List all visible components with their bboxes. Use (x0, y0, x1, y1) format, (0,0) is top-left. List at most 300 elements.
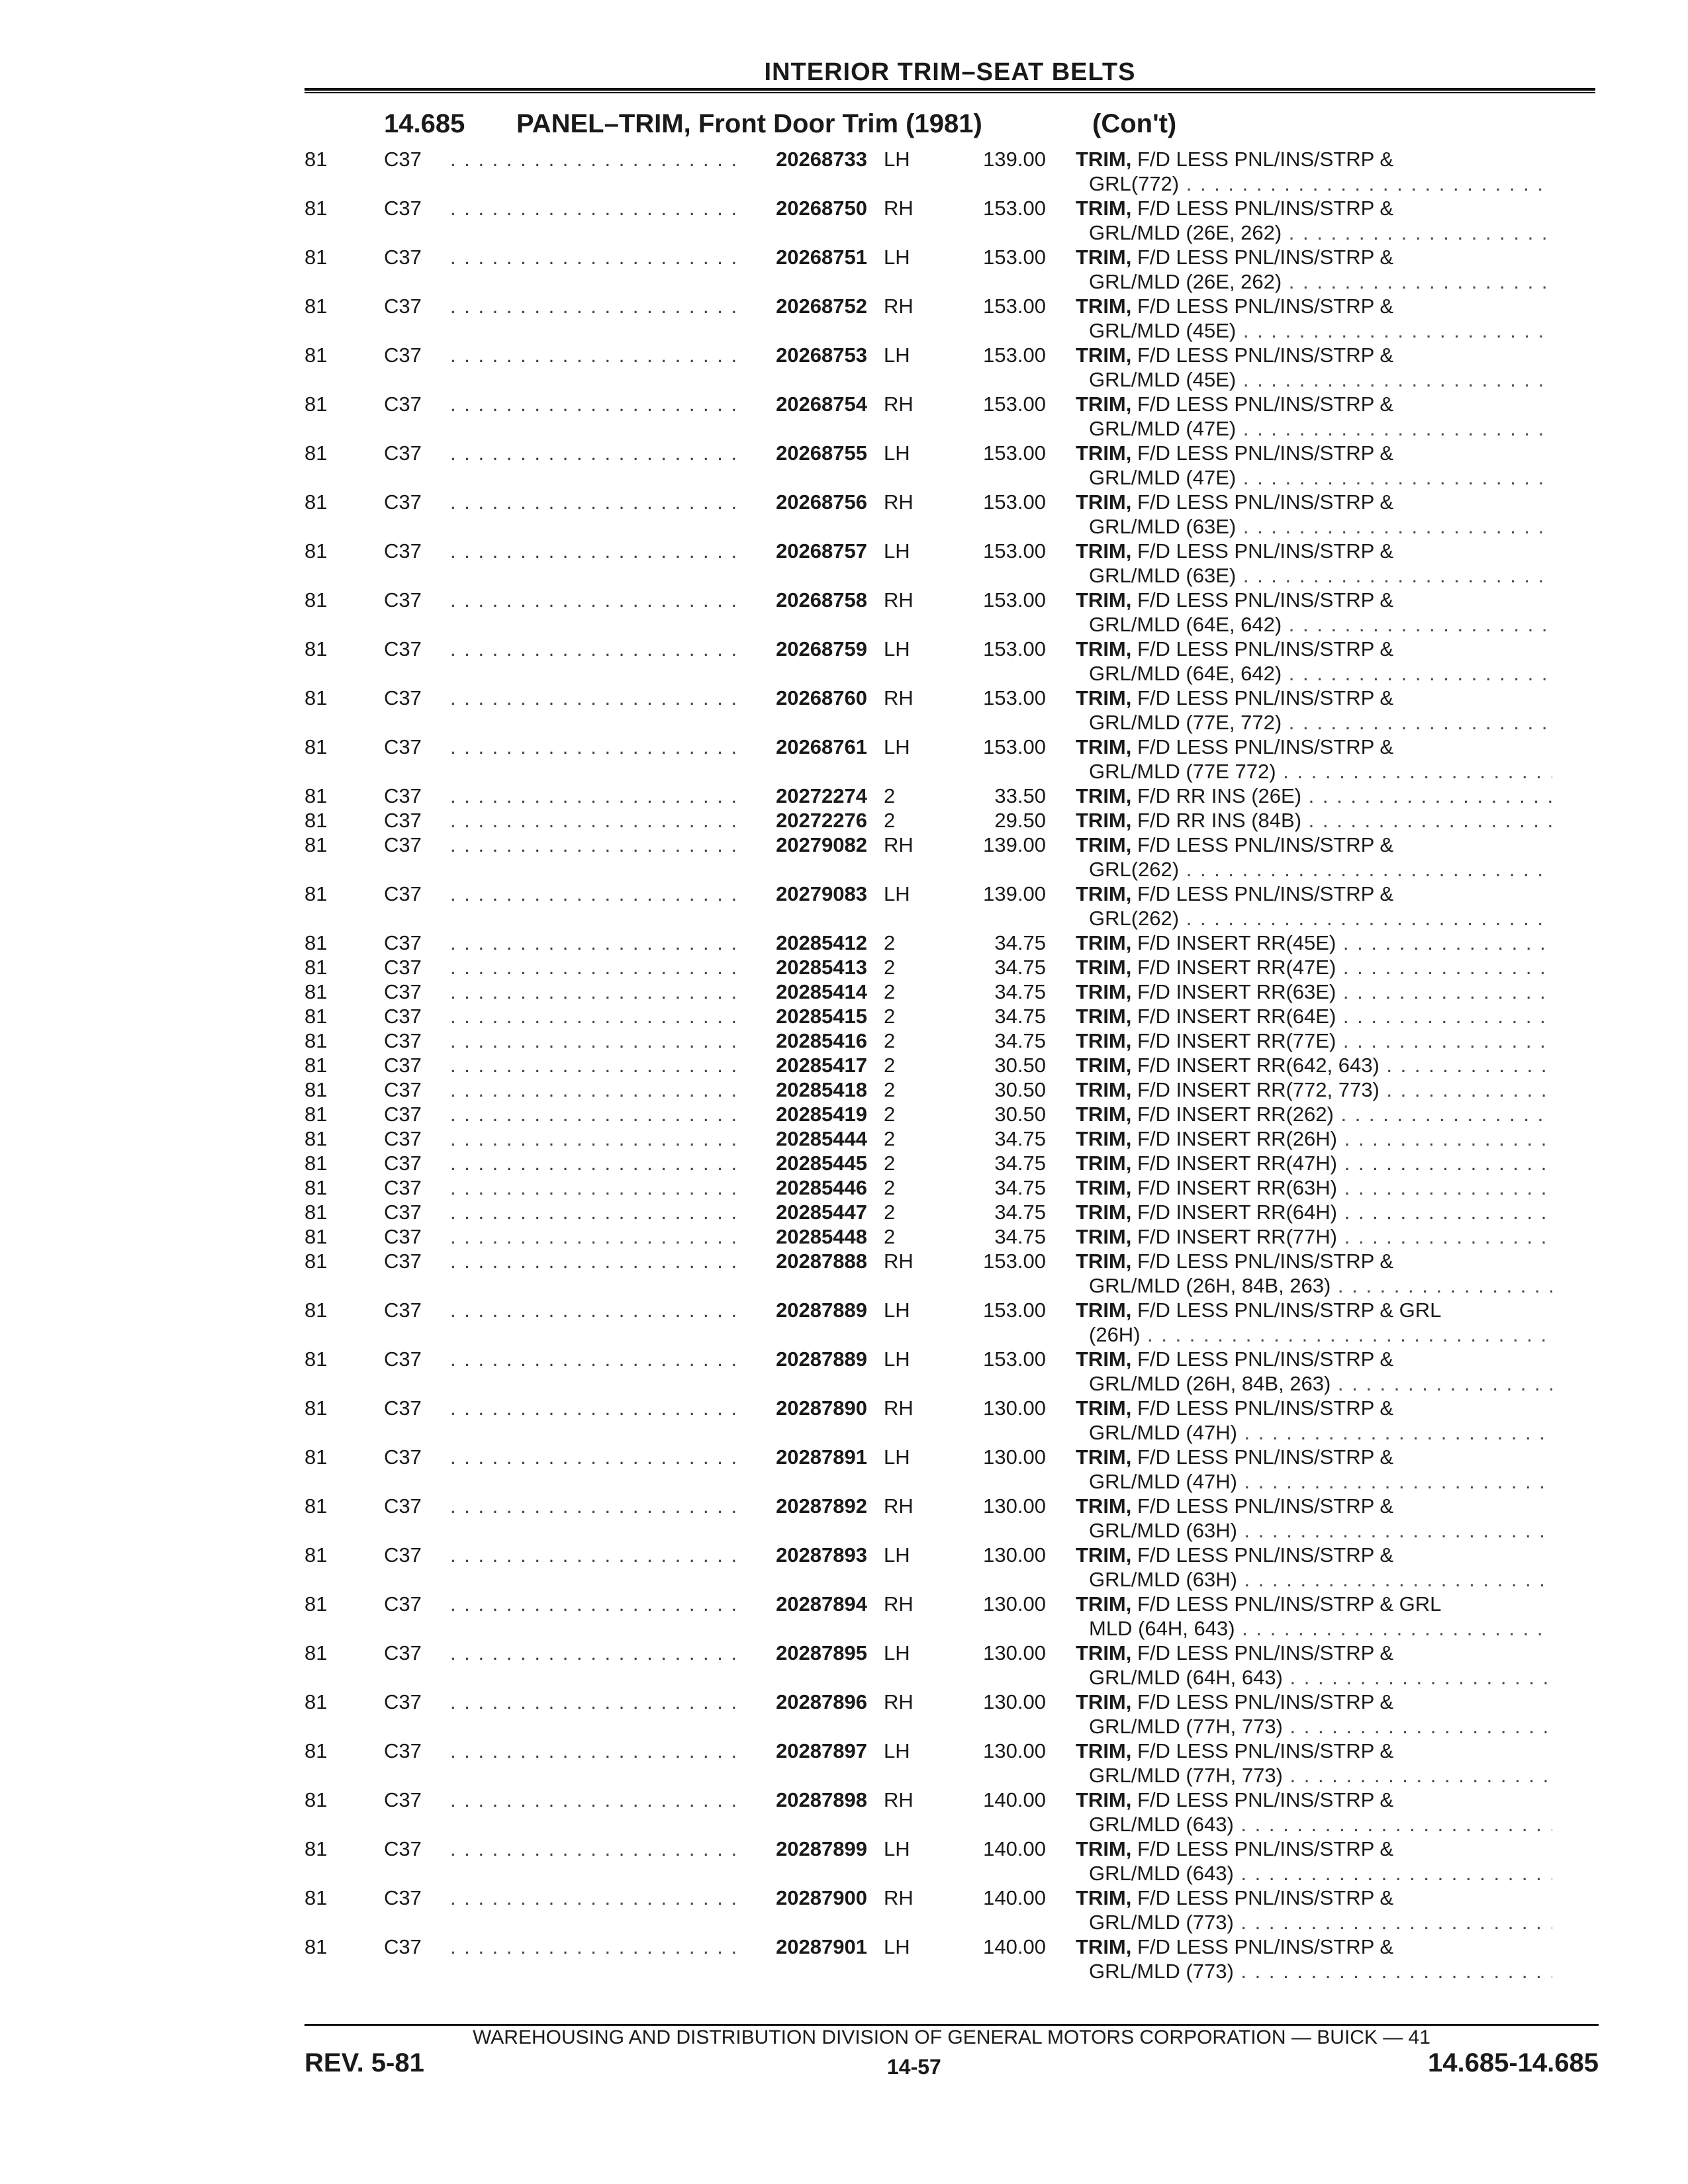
price-cell: 153.00 (983, 686, 1046, 709)
year-cell: 81 (305, 809, 328, 832)
description-cell (1076, 1175, 1552, 1200)
description-line-1: F/D LESS PNL/INS/STRP & (1131, 539, 1394, 563)
price-cell: 34.75 (994, 1127, 1046, 1150)
year-cell: 81 (305, 1788, 328, 1811)
leader-dots (450, 808, 741, 833)
series-cell: C37 (384, 1886, 422, 1909)
price-cell: 153.00 (983, 1298, 1046, 1322)
description-keyword: TRIM, (1076, 441, 1132, 465)
price-cell: 153.00 (983, 197, 1046, 220)
description-cell (1076, 1690, 1552, 1739)
description-keyword: TRIM, (1076, 1739, 1132, 1762)
description-keyword: TRIM, (1076, 1005, 1132, 1028)
leader-dots (450, 539, 741, 563)
quantity-cell: LH (884, 1641, 910, 1664)
price-cell: 153.00 (983, 735, 1046, 758)
price-cell: 153.00 (983, 295, 1046, 318)
description-keyword: TRIM, (1076, 1837, 1132, 1860)
year-cell: 81 (305, 1078, 328, 1101)
description-cell (1076, 1028, 1552, 1053)
quantity-cell: LH (884, 246, 910, 269)
part-number-cell: 20285414 (776, 980, 867, 1003)
leader-dots (450, 833, 741, 857)
quantity-cell: RH (884, 1690, 914, 1713)
price-cell: 33.50 (994, 784, 1046, 807)
quantity-cell: RH (884, 1396, 914, 1420)
description-line-2: GRL/MLD (63E) (1089, 515, 1237, 538)
part-number-cell: 20287900 (776, 1886, 867, 1909)
description-cell (1076, 808, 1552, 833)
description-line-1: F/D LESS PNL/INS/STRP & (1131, 588, 1394, 612)
description-line-2: GRL/MLD (63E) (1089, 564, 1237, 587)
description-cell (1076, 392, 1552, 441)
leader-dots (450, 1004, 741, 1028)
description-line-1: F/D LESS PNL/INS/STRP & (1131, 1837, 1394, 1860)
description-keyword: TRIM, (1076, 148, 1132, 171)
part-number-cell: 20285445 (776, 1152, 867, 1175)
description-cell (1076, 1739, 1552, 1788)
description-cell (1076, 882, 1552, 931)
description-cell (1076, 1224, 1552, 1249)
part-number-cell: 20285446 (776, 1176, 867, 1199)
description-cell (1076, 147, 1552, 196)
leader-dots (450, 1053, 741, 1077)
description-keyword: TRIM, (1076, 1445, 1132, 1469)
description-line-2: GRL/MLD (643) (1089, 1862, 1234, 1885)
series-cell: C37 (384, 1543, 422, 1567)
part-number-cell: 20285419 (776, 1103, 867, 1126)
leader-dots (450, 1494, 741, 1518)
description-cell (1076, 637, 1552, 686)
year-cell: 81 (305, 1690, 328, 1713)
description-keyword: TRIM, (1076, 735, 1132, 758)
series-cell: C37 (384, 637, 422, 660)
description-cell (1076, 1126, 1552, 1151)
price-cell: 130.00 (983, 1494, 1046, 1518)
year-cell: 81 (305, 1225, 328, 1248)
description-keyword: TRIM, (1076, 956, 1132, 979)
series-cell: C37 (384, 833, 422, 856)
description-keyword: TRIM, (1076, 197, 1132, 220)
description-line-2: GRL/MLD (63H) (1089, 1519, 1237, 1542)
description-line-1: F/D LESS PNL/INS/STRP & (1131, 637, 1394, 660)
part-number-cell: 20287888 (776, 1250, 867, 1273)
part-number-cell: 20287899 (776, 1837, 867, 1860)
part-number-cell: 20287897 (776, 1739, 867, 1762)
part-number-cell: 20285447 (776, 1201, 867, 1224)
quantity-cell: 2 (884, 1152, 896, 1175)
description-line-1: F/D LESS PNL/INS/STRP & (1131, 1494, 1394, 1518)
description-keyword: TRIM, (1076, 1078, 1132, 1101)
description-cell (1076, 1249, 1552, 1298)
quantity-cell: LH (884, 1739, 910, 1762)
description-keyword: TRIM, (1076, 295, 1132, 318)
description-line-2: GRL/MLD (77E 772) (1089, 760, 1276, 783)
quantity-cell: LH (884, 148, 910, 171)
section-title: PANEL–TRIM, Front Door Trim (1981) (516, 109, 982, 138)
description-keyword: TRIM, (1076, 490, 1132, 514)
leader-dots (450, 1102, 741, 1126)
leader-dots (450, 1690, 741, 1714)
leader-dots (450, 1788, 741, 1812)
price-cell: 140.00 (983, 1837, 1046, 1860)
year-cell: 81 (305, 1127, 328, 1150)
year-cell: 81 (305, 343, 328, 367)
price-cell: 34.75 (994, 1201, 1046, 1224)
description-line-1: F/D INSERT RR(64E) (1131, 1005, 1336, 1028)
leader-dots (450, 931, 741, 955)
quantity-cell: RH (884, 686, 914, 709)
description-keyword: TRIM, (1076, 809, 1132, 832)
series-cell: C37 (384, 441, 422, 465)
part-number-cell: 20285416 (776, 1029, 867, 1052)
quantity-cell: LH (884, 1935, 910, 1958)
part-number-cell: 20285412 (776, 931, 867, 954)
description-cell (1076, 1543, 1552, 1592)
price-cell: 34.75 (994, 956, 1046, 979)
quantity-cell: RH (884, 1886, 914, 1909)
description-line-2: GRL(262) (1089, 858, 1180, 881)
description-keyword: TRIM, (1076, 1935, 1132, 1958)
description-cell (1076, 931, 1552, 955)
year-cell: 81 (305, 1543, 328, 1567)
series-cell: C37 (384, 588, 422, 612)
leader-dots (450, 1934, 741, 1959)
description-line-1: F/D LESS PNL/INS/STRP & (1131, 148, 1394, 171)
part-number-cell: 20268751 (776, 246, 867, 269)
description-keyword: TRIM, (1076, 1543, 1132, 1567)
description-line-1: F/D INSERT RR(47E) (1131, 956, 1336, 979)
description-cell (1076, 245, 1552, 294)
series-cell: C37 (384, 1396, 422, 1420)
description-line-1: F/D LESS PNL/INS/STRP & (1131, 833, 1394, 856)
leader-dots (450, 441, 741, 465)
part-number-cell: 20279083 (776, 882, 867, 905)
description-line-1: F/D LESS PNL/INS/STRP & (1131, 441, 1394, 465)
quantity-cell: 2 (884, 1054, 896, 1077)
description-line-2: GRL/MLD (47E) (1089, 466, 1237, 489)
description-keyword: TRIM, (1076, 1298, 1132, 1322)
price-cell: 153.00 (983, 392, 1046, 416)
quantity-cell: LH (884, 441, 910, 465)
description-cell (1076, 833, 1552, 882)
price-cell: 140.00 (983, 1935, 1046, 1958)
price-cell: 30.50 (994, 1054, 1046, 1077)
year-cell: 81 (305, 1176, 328, 1199)
description-cell (1076, 1298, 1552, 1347)
leader-dots (450, 1886, 741, 1910)
description-cell (1076, 1347, 1552, 1396)
year-cell: 81 (305, 1837, 328, 1860)
part-number-cell: 20285448 (776, 1225, 867, 1248)
description-line-1: F/D INSERT RR(26H) (1131, 1127, 1337, 1150)
price-cell: 153.00 (983, 343, 1046, 367)
series-cell: C37 (384, 735, 422, 758)
description-keyword: TRIM, (1076, 1788, 1132, 1811)
series-cell: C37 (384, 1078, 422, 1101)
quantity-cell: LH (884, 1543, 910, 1567)
part-number-cell: 20268756 (776, 490, 867, 514)
leader-dots (450, 294, 741, 318)
series-cell: C37 (384, 1029, 422, 1052)
description-cell (1076, 686, 1552, 735)
quantity-cell: LH (884, 1837, 910, 1860)
description-line-2: GRL/MLD (77E, 772) (1089, 711, 1282, 734)
description-line-2: GRL/MLD (47E) (1089, 417, 1237, 440)
price-cell: 34.75 (994, 1005, 1046, 1028)
description-line-1: F/D INSERT RR(772, 773) (1131, 1078, 1380, 1101)
part-number-cell: 20268754 (776, 392, 867, 416)
quantity-cell: 2 (884, 1176, 896, 1199)
description-keyword: TRIM, (1076, 392, 1132, 416)
part-number-cell: 20285418 (776, 1078, 867, 1101)
description-cell (1076, 1445, 1552, 1494)
description-keyword: TRIM, (1076, 539, 1132, 563)
description-keyword: TRIM, (1076, 588, 1132, 612)
quantity-cell: 2 (884, 980, 896, 1003)
series-cell: C37 (384, 882, 422, 905)
part-number-cell: 20285444 (776, 1127, 867, 1150)
part-number-cell: 20287891 (776, 1445, 867, 1469)
year-cell: 81 (305, 1298, 328, 1322)
description-cell (1076, 1053, 1552, 1077)
description-cell (1076, 441, 1552, 490)
part-number-cell: 20287892 (776, 1494, 867, 1518)
description-line-2: GRL(262) (1089, 907, 1180, 930)
year-cell: 81 (305, 246, 328, 269)
part-number-cell: 20268750 (776, 197, 867, 220)
description-line-2: GRL/MLD (64E, 642) (1089, 613, 1282, 636)
quantity-cell: RH (884, 1788, 914, 1811)
footer-rule (305, 2024, 1599, 2026)
leader-dots (450, 147, 741, 171)
year-cell: 81 (305, 1201, 328, 1224)
price-cell: 130.00 (983, 1396, 1046, 1420)
year-cell: 81 (305, 735, 328, 758)
description-line-1: F/D RR INS (26E) (1131, 784, 1302, 807)
leader-dots (450, 784, 741, 808)
leader-dots (450, 490, 741, 514)
description-line-1: F/D RR INS (84B) (1131, 809, 1302, 832)
description-cell (1076, 784, 1552, 808)
quantity-cell: RH (884, 1250, 914, 1273)
year-cell: 81 (305, 1005, 328, 1028)
series-cell: C37 (384, 1127, 422, 1150)
series-cell: C37 (384, 1250, 422, 1273)
description-keyword: TRIM, (1076, 1054, 1132, 1077)
section-continued: (Con't) (1092, 109, 1177, 138)
quantity-cell: 2 (884, 931, 896, 954)
series-cell: C37 (384, 1152, 422, 1175)
description-keyword: TRIM, (1076, 343, 1132, 367)
quantity-cell: LH (884, 343, 910, 367)
year-cell: 81 (305, 490, 328, 514)
series-cell: C37 (384, 1788, 422, 1811)
description-line-2: GRL/MLD (26E, 262) (1089, 270, 1282, 293)
part-number-cell: 20268755 (776, 441, 867, 465)
quantity-cell: LH (884, 735, 910, 758)
price-cell: 34.75 (994, 1029, 1046, 1052)
price-cell: 153.00 (983, 539, 1046, 563)
year-cell: 81 (305, 1935, 328, 1958)
quantity-cell: RH (884, 295, 914, 318)
leader-dots (450, 1445, 741, 1469)
series-cell: C37 (384, 1347, 422, 1371)
description-line-1: F/D LESS PNL/INS/STRP & (1131, 1690, 1394, 1713)
quantity-cell: 2 (884, 809, 896, 832)
description-cell (1076, 1396, 1552, 1445)
year-cell: 81 (305, 784, 328, 807)
series-cell: C37 (384, 343, 422, 367)
footer-page-number: 14-57 (887, 2055, 941, 2079)
quantity-cell: 2 (884, 784, 896, 807)
quantity-cell: 2 (884, 1005, 896, 1028)
year-cell: 81 (305, 1347, 328, 1371)
year-cell: 81 (305, 197, 328, 220)
price-cell: 30.50 (994, 1078, 1046, 1101)
description-line-1: F/D LESS PNL/INS/STRP & (1131, 295, 1394, 318)
description-keyword: TRIM, (1076, 931, 1132, 954)
series-cell: C37 (384, 1201, 422, 1224)
price-cell: 34.75 (994, 980, 1046, 1003)
quantity-cell: LH (884, 882, 910, 905)
series-cell: C37 (384, 1298, 422, 1322)
description-line-1: F/D LESS PNL/INS/STRP & (1131, 735, 1394, 758)
series-cell: C37 (384, 809, 422, 832)
description-keyword: TRIM, (1076, 1176, 1132, 1199)
description-keyword: TRIM, (1076, 686, 1132, 709)
part-number-cell: 20287893 (776, 1543, 867, 1567)
description-line-1: F/D LESS PNL/INS/STRP & (1131, 392, 1394, 416)
description-cell (1076, 588, 1552, 637)
description-line-2: GRL/MLD (26H, 84B, 263) (1089, 1274, 1331, 1297)
quantity-cell: LH (884, 1445, 910, 1469)
description-keyword: TRIM, (1076, 1152, 1132, 1175)
part-number-cell: 20287896 (776, 1690, 867, 1713)
year-cell: 81 (305, 148, 328, 171)
description-cell (1076, 1102, 1552, 1126)
part-number-cell: 20268753 (776, 343, 867, 367)
part-number-cell: 20268757 (776, 539, 867, 563)
description-line-1: F/D INSERT RR(63E) (1131, 980, 1336, 1003)
description-line-1: F/D INSERT RR(77E) (1131, 1029, 1336, 1052)
series-cell: C37 (384, 1641, 422, 1664)
part-number-cell: 20285413 (776, 956, 867, 979)
price-cell: 130.00 (983, 1592, 1046, 1615)
description-keyword: TRIM, (1076, 1201, 1132, 1224)
description-line-2: GRL/MLD (64E, 642) (1089, 662, 1282, 685)
description-line-2: GRL/MLD (643) (1089, 1813, 1234, 1836)
description-line-1: F/D INSERT RR(642, 643) (1131, 1054, 1380, 1077)
description-line-2: MLD (64H, 643) (1089, 1617, 1235, 1640)
price-cell: 130.00 (983, 1543, 1046, 1567)
description-line-1: F/D LESS PNL/INS/STRP & GRL (1131, 1298, 1442, 1322)
description-line-1: F/D LESS PNL/INS/STRP & (1131, 343, 1394, 367)
description-cell (1076, 1788, 1552, 1837)
description-cell (1076, 343, 1552, 392)
description-cell (1076, 1151, 1552, 1175)
year-cell: 81 (305, 1494, 328, 1518)
leader-dots (450, 1837, 741, 1861)
series-cell: C37 (384, 1445, 422, 1469)
description-cell (1076, 539, 1552, 588)
description-line-1: F/D LESS PNL/INS/STRP & (1131, 1445, 1394, 1469)
leader-dots (450, 1592, 741, 1616)
year-cell: 81 (305, 1054, 328, 1077)
leader-dots (450, 588, 741, 612)
part-number-cell: 20268733 (776, 148, 867, 171)
description-cell (1076, 1934, 1552, 1983)
year-cell: 81 (305, 1445, 328, 1469)
quantity-cell: LH (884, 1298, 910, 1322)
year-cell: 81 (305, 686, 328, 709)
part-number-cell: 20287889 (776, 1298, 867, 1322)
leader-dots (450, 955, 741, 979)
year-cell: 81 (305, 1886, 328, 1909)
price-cell: 140.00 (983, 1788, 1046, 1811)
leader-dots (450, 686, 741, 710)
series-cell: C37 (384, 392, 422, 416)
price-cell: 153.00 (983, 1347, 1046, 1371)
quantity-cell: 2 (884, 1201, 896, 1224)
price-cell: 139.00 (983, 882, 1046, 905)
series-cell: C37 (384, 1739, 422, 1762)
quantity-cell: 2 (884, 956, 896, 979)
part-number-cell: 20287895 (776, 1641, 867, 1664)
description-line-1: F/D LESS PNL/INS/STRP & (1131, 1788, 1394, 1811)
description-line-1: F/D INSERT RR(63H) (1131, 1176, 1337, 1199)
quantity-cell: RH (884, 1494, 914, 1518)
description-line-2: GRL/MLD (77H, 773) (1089, 1764, 1283, 1787)
year-cell: 81 (305, 392, 328, 416)
description-line-2: GRL/MLD (47H) (1089, 1470, 1237, 1493)
part-number-cell: 20268760 (776, 686, 867, 709)
series-cell: C37 (384, 980, 422, 1003)
series-cell: C37 (384, 1935, 422, 1958)
description-cell (1076, 979, 1552, 1004)
year-cell: 81 (305, 1641, 328, 1664)
part-number-cell: 20287901 (776, 1935, 867, 1958)
description-cell (1076, 1837, 1552, 1886)
page-title: INTERIOR TRIM–SEAT BELTS (764, 58, 1136, 86)
description-cell (1076, 1886, 1552, 1934)
leader-dots (450, 735, 741, 759)
leader-dots (450, 1298, 741, 1322)
description-line-1: F/D LESS PNL/INS/STRP & (1131, 1396, 1394, 1420)
price-cell: 140.00 (983, 1886, 1046, 1909)
description-cell (1076, 1077, 1552, 1102)
description-line-2: (26H) (1089, 1323, 1141, 1346)
description-keyword: TRIM, (1076, 1494, 1132, 1518)
description-line-2: GRL/MLD (26E, 262) (1089, 221, 1282, 244)
series-cell: C37 (384, 784, 422, 807)
part-number-cell: 20287890 (776, 1396, 867, 1420)
description-keyword: TRIM, (1076, 1396, 1132, 1420)
description-cell (1076, 1200, 1552, 1224)
description-line-2: GRL(772) (1089, 172, 1180, 195)
year-cell: 81 (305, 931, 328, 954)
description-line-2: GRL/MLD (77H, 773) (1089, 1715, 1283, 1738)
year-cell: 81 (305, 637, 328, 660)
description-line-1: F/D LESS PNL/INS/STRP & (1131, 1347, 1394, 1371)
year-cell: 81 (305, 441, 328, 465)
series-cell: C37 (384, 1494, 422, 1518)
price-cell: 153.00 (983, 1250, 1046, 1273)
price-cell: 130.00 (983, 1641, 1046, 1664)
price-cell: 139.00 (983, 833, 1046, 856)
quantity-cell: RH (884, 833, 914, 856)
part-number-cell: 20287889 (776, 1347, 867, 1371)
